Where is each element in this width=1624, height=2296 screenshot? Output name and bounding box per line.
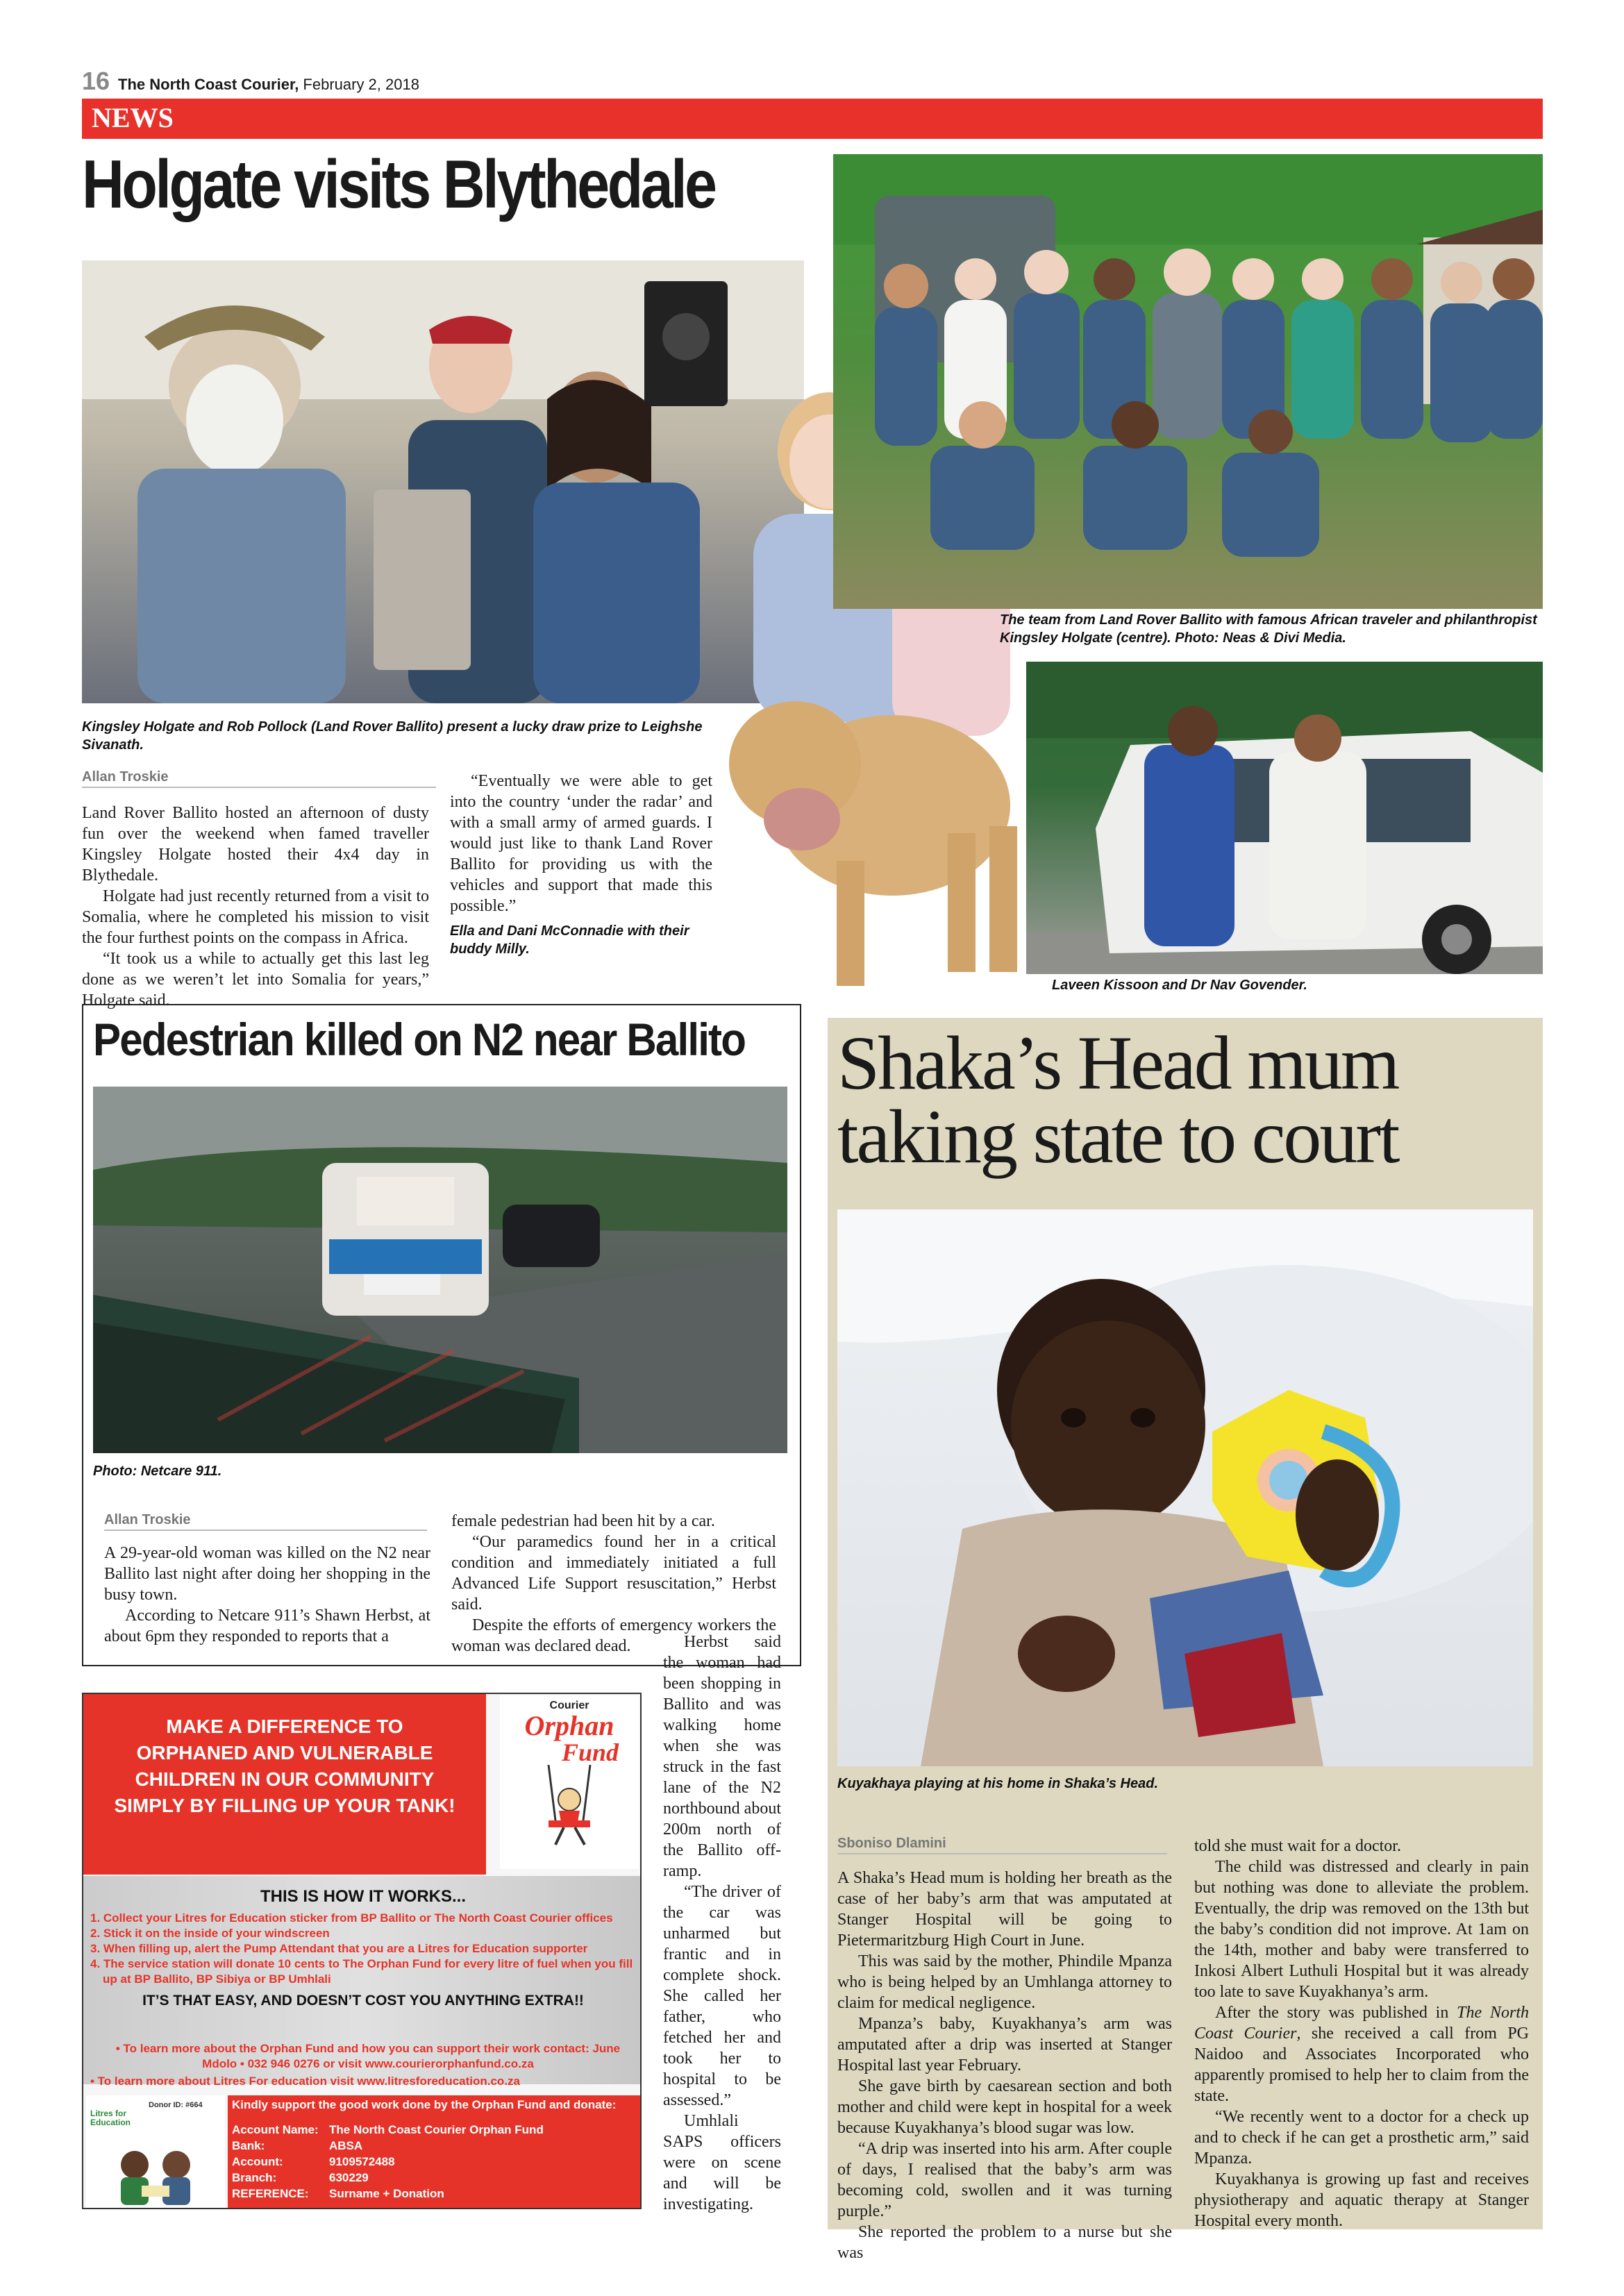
logo-courier: Courier xyxy=(549,1700,589,1711)
paragraph: “A drip was inserted into his arm. After couple of days, I realised that the baby’s arm was becoming cold, swollen and it was turning purple.” xyxy=(837,2140,1172,2220)
paragraph: “It took us a while to actually get this last leg done as we weren’t let into Somalia for years,” Holgate said. xyxy=(82,950,429,1009)
logo-fund: Fund xyxy=(561,1738,619,1766)
bank-key: Account: xyxy=(232,2155,283,2168)
child-swing-icon xyxy=(528,1765,611,1855)
paragraph: Despite the efforts of emergency workers the woman was declared dead. xyxy=(451,1616,776,1655)
bank-details xyxy=(232,2122,544,2202)
shaka-column-1 xyxy=(837,1868,1172,2263)
ad-steps xyxy=(90,1911,639,1987)
shaka-headline-line-2: taking state to court xyxy=(837,1094,1398,1179)
accident-photo-credit: Photo: Netcare 911. xyxy=(93,1464,222,1479)
text-run: After the story was published in xyxy=(1215,2004,1457,2022)
paragraph: Umhlali SAPS officers were on scene and will be investigating. xyxy=(663,2112,781,2213)
ad-step: 3. When filling up, alert the Pump Attendant that you are a Litres for Education supporter xyxy=(90,1942,588,1955)
team-photo-caption: The team from Land Rover Ballito with famous African traveler and philanthropist Kingsley Holgate (centre). Photo: Neas & Divi Media. xyxy=(1000,612,1537,646)
pedestrian-headline: Pedestrian killed on N2 near Ballito xyxy=(93,1014,746,1065)
paragraph: told she must wait for a doctor. xyxy=(1194,1837,1401,1855)
car-photo xyxy=(1026,662,1543,974)
paragraph: “Our paramedics found her in a critical condition and immediately initiated a full Advanced Life Support resuscitation,” Herbst said. xyxy=(451,1533,776,1614)
baby-photo-caption: Kuyakhaya playing at his home in Shaka’s Head. xyxy=(837,1776,1159,1791)
holgate-column-2 xyxy=(450,771,712,916)
bank-key: Bank: xyxy=(232,2139,265,2152)
section-label: NEWS xyxy=(92,102,174,133)
paragraph: “Eventually we were able to get into the country ‘under the radar’ and with a small army of armed guards. I would just like to thank Land Rover Ballito for providing us with the vehicles and support that made this possible.” xyxy=(450,772,712,915)
donor-id: Donor ID: #664 xyxy=(149,2101,203,2109)
litres-for-education-logo xyxy=(86,2095,225,2208)
kids-photo-caption: Ella and Dani McConnadie with their buddy Milly. xyxy=(450,923,689,957)
paragraph xyxy=(1194,2002,1529,2106)
pedestrian-column-3 xyxy=(663,1632,781,2215)
paragraph: “The driver of the car was unharmed but frantic and in complete shock. She called her father, who fetched her and took her to hospital to be assessed.” xyxy=(663,1883,781,2109)
holgate-byline: Allan Troskie xyxy=(82,769,436,788)
section-bar xyxy=(82,99,1543,139)
main-photo-caption: Kingsley Holgate and Rob Pollock (Land Rover Ballito) present a lucky draw prize to Leighshe Sivanath. xyxy=(82,719,703,753)
bank-key: REFERENCE: xyxy=(232,2187,309,2200)
shaka-byline: Sboniso Dlamini xyxy=(837,1836,1167,1854)
holgate-main-photo xyxy=(82,260,804,703)
land-rover-team-photo xyxy=(833,154,1543,609)
ad-easy: IT’S THAT EASY, AND DOESN’T COST YOU ANYTHING EXTRA!! xyxy=(142,1993,584,2009)
issue-date: February 2, 2018 xyxy=(303,76,419,93)
bank-value: Surname + Donation xyxy=(329,2187,444,2200)
donate-heading: Kindly support the good work done by the Orphan Fund and donate: xyxy=(232,2098,617,2111)
paragraph: female pedestrian had been hit by a car. xyxy=(451,1512,715,1530)
bank-value: 9109572488 xyxy=(329,2155,395,2168)
holgate-headline: Holgate visits Blythedale xyxy=(82,146,715,222)
orphan-fund-ad xyxy=(82,1693,642,2209)
paragraph: Land Rover Ballito hosted an afternoon of dusty fun over the weekend when famed traveller Kingsley Holgate hosted their 4x4 day in Blythedale. xyxy=(82,804,429,885)
paragraph: “We recently went to a doctor for a check up and to check if he can get a prosthetic arm,” said Mpanza. xyxy=(1194,2108,1529,2168)
paragraph: A Shaka’s Head mum is holding her breath as the case of her baby’s arm that was amputated at Stanger Hospital will be going to Pietermaritzburg High Court in June. xyxy=(837,1869,1172,1950)
pedestrian-column-1 xyxy=(104,1543,430,1647)
bank-key: Branch: xyxy=(232,2171,277,2184)
photo-placeholder-icon xyxy=(82,260,804,703)
logo-orphan: Orphan xyxy=(524,1710,614,1741)
bank-value: 630229 xyxy=(329,2171,369,2184)
paper-name: The North Coast Courier, xyxy=(118,76,299,93)
ad-step: 2. Stick it on the inside of your windscreen xyxy=(90,1927,330,1940)
paragraph: The child was distressed and clearly in pain but nothing was done to alleviate the problem. Eventually, the drip was removed on the 13th but the baby’s condition did not improve. At 1am on the 14th, mother and baby were transferred to Inkosi Albert Luthuli Hospital but it was already too late to save Kuyakhanya’s arm. xyxy=(1194,1858,1529,2001)
paragraph: She gave birth by caesarean section and both mother and child were kept in hospital for a week because Kuyakhanya’s blood sugar was low. xyxy=(837,2077,1172,2137)
ad-step: 4. The service station will donate 10 cents to The Orphan Fund for every litre of fuel when you fill up at BP Ballito, BP Sibiya or BP Umhlali xyxy=(90,1957,633,1986)
shaka-column-2 xyxy=(1194,1836,1529,2231)
shaka-headline xyxy=(837,1021,1532,1179)
paragraph: This was said by the mother, Phindile Mpanza who is being helped by an Umhlanga attorney to claim for medical negligence. xyxy=(837,1952,1172,2012)
page-number: 16 xyxy=(82,67,110,95)
paragraph: A 29-year-old woman was killed on the N2 near Ballito last night after doing her shopping in the busy town. xyxy=(104,1544,430,1604)
ad-learn-1: • To learn more about the Orphan Fund and how you can support their work contact: June Mdolo • 032 946 0276 or visit www.courierorphanfund.co.za xyxy=(115,2042,621,2070)
pedestrian-byline: Allan Troskie xyxy=(104,1512,427,1531)
car-photo-caption: Laveen Kissoon and Dr Nav Govender. xyxy=(1052,978,1307,993)
ad-step: 1. Collect your Litres for Education sticker from BP Ballito or The North Coast Courier offices xyxy=(90,1911,613,1925)
bank-value: The North Coast Courier Orphan Fund xyxy=(329,2123,544,2136)
ad-learn-2: • To learn more about Litres For education visit www.litresforeducation.co.za xyxy=(90,2075,520,2088)
bank-key: Account Name: xyxy=(232,2123,319,2136)
accident-scene-photo xyxy=(93,1087,787,1453)
donate-block xyxy=(228,2095,642,2209)
orphan-fund-logo xyxy=(500,1695,639,1869)
paragraph: She reported the problem to a nurse but she was xyxy=(837,2223,1172,2262)
ad-headline: MAKE A DIFFERENCE TO ORPHANED AND VULNERABLE CHILDREN IN OUR COMMUNITY SIMPLY BY FILLING UP YOUR TANK! xyxy=(114,1716,455,1816)
text-run: , she received a call from PG Naidoo and Associates Incorporated who apparently promised to help her to claim from the state. xyxy=(1194,2025,1529,2105)
holgate-column-1 xyxy=(82,803,429,1011)
paragraph: Mpanza’s baby, Kuyakhanya’s arm was amputated after a drip was inserted at Stanger Hospital last year February. xyxy=(837,2015,1172,2075)
baby-photo xyxy=(837,1209,1533,1766)
paragraph: According to Netcare 911’s Shawn Herbst, at about 6pm they responded to reports that a xyxy=(104,1607,430,1645)
paragraph: Herbst said the woman had been shopping in Ballito and was walking home when she was struck in the fast lane of the N2 northbound about 200m north of the Ballito off-ramp. xyxy=(663,1633,781,1880)
paragraph: Holgate had just recently returned from a visit to Somalia, where he completed his mission to visit the four furthest points on the compass in Africa. xyxy=(82,887,429,947)
masthead xyxy=(82,67,419,94)
bank-value: ABSA xyxy=(329,2139,363,2152)
shaka-headline-line-1: Shaka’s Head mum xyxy=(837,1021,1398,1105)
lfe-logo-text: Litres for Education xyxy=(90,2109,131,2127)
ad-how-title: THIS IS HOW IT WORKS... xyxy=(260,1887,466,1906)
paper-name-italic: The North Coast Courier xyxy=(1194,2004,1530,2043)
paragraph: Kuyakhanya is growing up fast and receives physiotherapy and aquatic therapy at Stanger Hospital every month. xyxy=(1194,2170,1529,2230)
